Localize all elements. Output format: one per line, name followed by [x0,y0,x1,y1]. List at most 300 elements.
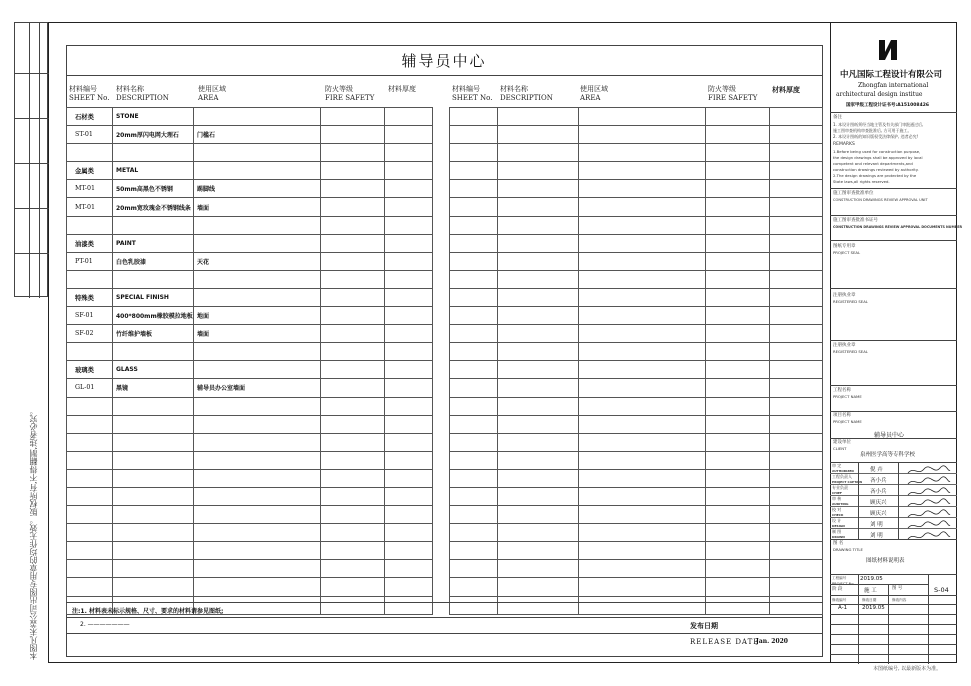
material-area [579,415,706,433]
fire-rating [321,469,385,487]
fire-rating [321,252,385,270]
material-code [67,343,113,361]
material-area [579,108,706,126]
table-row [67,234,433,252]
material-area [579,524,706,542]
material-thickness [770,487,823,505]
material-code [450,542,498,560]
material-area: 地面 [194,307,321,325]
material-name [113,415,194,433]
table-row [67,560,433,578]
material-name [498,397,579,415]
header-thick-right: 材料厚度 [772,85,800,94]
material-name [113,451,194,469]
material-code [67,270,113,288]
material-name [113,343,194,361]
material-thickness [385,397,433,415]
material-name: 竹纤维护墙板 [113,325,194,343]
table-row [450,270,823,288]
material-thickness [385,361,433,379]
material-thickness [385,343,433,361]
material-name [498,216,579,234]
material-name [113,487,194,505]
material-code [450,216,498,234]
approval-unit-cn: 施工图审查批准单位 [833,191,874,196]
fire-rating [706,469,770,487]
material-code [450,415,498,433]
material-thickness [770,270,823,288]
drawing-title-value: 图纸材料说明表 [866,558,905,564]
material-thickness [770,144,823,162]
material-area [194,162,321,180]
material-area [194,343,321,361]
project-seal-en: PROJECT SEAL [833,250,861,255]
item-name-value: 辅导员中心 [874,432,905,439]
approval-unit-en: CONSTRUCTION DRAWINGS REVIEW APPROVAL UNIT [833,198,928,202]
material-name: PAINT [113,234,194,252]
material-thickness [385,596,433,614]
staff-role-cn: 工程负责人 [832,474,852,479]
fire-rating [706,307,770,325]
material-code [450,126,498,144]
material-code: 金属类 [67,162,113,180]
table-row [450,198,823,216]
header-fire-right: 防火等级 FIRE SAFETY [708,85,758,102]
header-name-left: 材料名称 DESCRIPTION [116,85,169,102]
table-row [450,560,823,578]
material-thickness [385,307,433,325]
material-thickness [385,270,433,288]
material-code: SF-02 [67,325,113,343]
fire-rating [706,198,770,216]
material-area: 辅导员办公室墙面 [194,379,321,397]
material-thickness [770,578,823,596]
table-row [450,506,823,524]
table-row [450,307,823,325]
fire-rating [706,397,770,415]
material-name [113,216,194,234]
table-row [450,397,823,415]
material-code [450,451,498,469]
note-2: 2. ——————— [80,621,130,628]
remarks-en-title: REMARKS [833,142,855,147]
table-row [450,343,823,361]
table-row [67,180,433,198]
header-code-right: 材料编号 SHEET No. [452,85,493,102]
material-code [450,487,498,505]
material-name [498,252,579,270]
material-thickness [770,126,823,144]
material-name [498,325,579,343]
client-en: CLIENT [833,446,847,451]
footer-note: 本图纸编号, 以最新版本为准。 [873,666,942,672]
material-table-left [66,107,433,615]
table-row [450,288,823,306]
table-row [450,451,823,469]
header-thick-left: 材料厚度 [388,85,416,93]
remarks-en-5: 2.The design drawings are protected by the [833,173,917,178]
fire-rating [706,506,770,524]
table-row [450,180,823,198]
table-row [450,487,823,505]
material-thickness [385,144,433,162]
material-thickness [385,451,433,469]
approval-no-cn: 施工图审查批准书证号 [833,218,878,223]
registered-seal-2-en: REGISTERED SEAL [833,349,868,354]
table-row [450,361,823,379]
fire-rating [706,415,770,433]
table-row [450,252,823,270]
fire-rating [321,234,385,252]
drawing-no-value: S-04 [934,586,949,594]
material-area [579,288,706,306]
fire-rating [706,343,770,361]
material-area [579,126,706,144]
material-thickness [385,469,433,487]
fire-rating [321,542,385,560]
fire-rating [706,451,770,469]
table-row [67,578,433,596]
table-row [67,506,433,524]
material-code [450,379,498,397]
table-row [450,542,823,560]
table-row [67,126,433,144]
material-thickness [770,433,823,451]
remarks-cn-2: 施工图审查机构审查批准后, 方可用于施工。 [833,128,912,133]
material-thickness [385,162,433,180]
material-area [579,379,706,397]
remarks-en-6: State laws,all rights reserved. [833,179,890,184]
table-row [67,198,433,216]
material-area [579,307,706,325]
header-area-right: 使用区域 AREA [580,85,608,102]
registered-seal-2-cn: 注册执业章 [833,343,856,348]
material-code [67,469,113,487]
material-thickness [385,288,433,306]
material-name [498,126,579,144]
fire-rating [321,126,385,144]
staff-role-cn: 制 图 [832,529,842,534]
material-name: 黑镜 [113,379,194,397]
staff-role-en: PROJECT CAPTAIN [832,480,863,484]
project-no-label: 工程编号 PROJECT No. [832,576,855,586]
material-name [113,524,194,542]
material-area: 天花 [194,252,321,270]
release-label-en: RELEASE DATE [690,638,760,646]
material-name [498,524,579,542]
fire-rating [706,379,770,397]
material-name [498,343,579,361]
material-thickness [385,524,433,542]
material-area [579,198,706,216]
material-code [450,578,498,596]
fire-rating [321,343,385,361]
fire-rating [321,560,385,578]
staff-name: 刘 明 [870,522,883,528]
material-code: 石材类 [67,108,113,126]
revision-no-label: 修改编号 [832,598,847,602]
fire-rating [706,180,770,198]
table-row [67,325,433,343]
fire-rating [321,325,385,343]
fire-rating [321,361,385,379]
material-thickness [385,487,433,505]
table-row [450,216,823,234]
fire-rating [706,542,770,560]
table-row [67,307,433,325]
release-label-cn: 发布日期 [690,622,718,630]
material-thickness [385,415,433,433]
material-thickness [385,216,433,234]
material-thickness [770,234,823,252]
staff-name: 顾庆兴 [870,511,887,517]
material-area [194,288,321,306]
drawing-title-en: DRAWING TITLE [833,547,863,552]
remarks-en-4: construction drawings reviewed by authority. [833,167,919,172]
fire-rating [706,108,770,126]
material-code [450,288,498,306]
fire-rating [321,415,385,433]
material-area [579,596,706,614]
fire-rating [706,524,770,542]
material-area: 踢脚线 [194,180,321,198]
client-cn: 建设单位 [833,440,851,445]
material-name [498,542,579,560]
item-name-cn: 项目名称 [833,413,851,418]
material-area [579,144,706,162]
material-name [498,506,579,524]
material-area: 门槛石 [194,126,321,144]
material-code: 特殊类 [67,288,113,306]
staff-name: 吝小兵 [870,489,887,495]
material-code [450,506,498,524]
material-thickness [385,379,433,397]
material-area [579,560,706,578]
material-code [67,506,113,524]
material-thickness [385,180,433,198]
table-row [67,415,433,433]
material-code [450,108,498,126]
fire-rating [706,252,770,270]
staff-role-en: AUTHORIZED [832,469,854,473]
material-thickness [385,542,433,560]
fire-rating [321,288,385,306]
material-code [450,162,498,180]
project-seal-cn: 图纸专用章 [833,244,856,249]
material-thickness [770,180,823,198]
material-area [579,506,706,524]
material-code [67,487,113,505]
material-thickness [770,288,823,306]
table-row [450,524,823,542]
material-code: SF-01 [67,307,113,325]
material-thickness [385,560,433,578]
table-row [450,469,823,487]
table-row [67,252,433,270]
material-name [498,234,579,252]
fire-rating [321,379,385,397]
company-name-cn: 中凡国际工程设计有限公司 [840,70,943,80]
material-name: 400*800mm橡胶模拉地板 [113,307,194,325]
material-code [450,234,498,252]
fire-rating [321,578,385,596]
material-area [194,487,321,505]
remarks-en-2: the design drawings shall be approved by local [833,155,923,160]
table-row [67,524,433,542]
drawing-no-label: 图 号 [892,586,903,591]
material-thickness [770,162,823,180]
material-thickness [770,469,823,487]
material-code: PT-01 [67,252,113,270]
staff-role-cn: 设 计 [832,518,842,523]
material-name [498,307,579,325]
fire-rating [706,433,770,451]
material-thickness [770,560,823,578]
material-area [579,469,706,487]
material-area [194,433,321,451]
material-code [450,469,498,487]
material-thickness [385,198,433,216]
fire-rating [706,144,770,162]
fire-rating [706,288,770,306]
fire-rating [706,234,770,252]
company-name-en-1: Zhongfan international [858,82,929,89]
material-area [579,325,706,343]
material-name [113,144,194,162]
material-area [194,560,321,578]
material-code [450,252,498,270]
material-area [194,506,321,524]
material-area [194,361,321,379]
note-1: 注:1. 材料表未标示规格、尺寸、要求的材料请参见图纸; [72,608,224,615]
material-thickness [770,397,823,415]
table-row [67,361,433,379]
material-name: METAL [113,162,194,180]
client-value: 泉州医学高等专科学校 [860,452,916,458]
remarks-cn-3: 2. 本设计图纸的知识版权受法律保护, 违者必究! [833,134,919,139]
table-row [450,325,823,343]
table-row [67,216,433,234]
material-area [194,108,321,126]
material-area [194,144,321,162]
fire-rating [321,487,385,505]
header-fire-left: 防火等级 FIRE SAFETY [325,85,375,102]
material-name [113,270,194,288]
material-area [579,180,706,198]
material-thickness [770,542,823,560]
material-name [113,542,194,560]
material-name: 20mm厚闪电网大理石 [113,126,194,144]
material-code [450,325,498,343]
material-table-right [449,107,823,615]
fire-rating [321,198,385,216]
fire-rating [321,397,385,415]
material-code [67,216,113,234]
staff-role-en: AUDITING [832,502,849,506]
fire-rating [321,506,385,524]
table-row [450,144,823,162]
fire-rating [321,596,385,614]
material-name [498,469,579,487]
fire-rating [321,162,385,180]
material-area [194,270,321,288]
material-code [67,542,113,560]
material-thickness [385,578,433,596]
remarks-en-3: competent and relevant departments,and [833,161,913,166]
remarks-cn-title: 备注 [833,115,842,120]
notes-divider [66,602,823,603]
material-area [194,524,321,542]
fire-rating [321,144,385,162]
fire-rating [321,524,385,542]
revision-no: A-1 [838,605,848,611]
material-thickness [770,524,823,542]
table-row [67,433,433,451]
fire-rating [706,162,770,180]
material-name [498,560,579,578]
fire-rating [706,361,770,379]
material-area [579,487,706,505]
table-row [450,234,823,252]
material-thickness [770,506,823,524]
material-thickness [770,252,823,270]
material-thickness [385,108,433,126]
remarks-en-1: 1.Before being used for construction purpose, [833,149,921,154]
fire-rating [706,560,770,578]
material-thickness [770,325,823,343]
material-thickness [385,252,433,270]
material-name [113,433,194,451]
material-code [67,560,113,578]
table-row [67,108,433,126]
material-name [498,451,579,469]
material-name [113,397,194,415]
material-code [67,524,113,542]
fire-rating [706,126,770,144]
material-code [450,397,498,415]
header-name-right: 材料名称 DESCRIPTION [500,85,553,102]
material-thickness [770,343,823,361]
material-name: 20mm宽玫瑰金不锈钢线条 [113,198,194,216]
material-name: 白色乳胶漆 [113,252,194,270]
material-thickness [770,307,823,325]
table-row [67,469,433,487]
material-area [194,397,321,415]
material-code: 玻璃类 [67,361,113,379]
material-thickness [770,415,823,433]
staff-role-cn: 审 定 [832,463,842,468]
table-row [67,487,433,505]
material-thickness [385,234,433,252]
material-code [450,361,498,379]
material-area [579,361,706,379]
staff-role-en: CHIEF [832,491,842,495]
release-date: Jan. 2020 [756,638,788,645]
header-code-left: 材料编号 SHEET No. [69,85,110,102]
material-name [113,578,194,596]
material-code [67,415,113,433]
material-name [498,198,579,216]
material-name [113,560,194,578]
material-area [579,252,706,270]
material-area [579,162,706,180]
material-name [498,361,579,379]
table-row [450,108,823,126]
material-thickness [385,506,433,524]
material-name: 50mm高黑色不锈钢 [113,180,194,198]
material-code [67,144,113,162]
fire-rating [321,451,385,469]
